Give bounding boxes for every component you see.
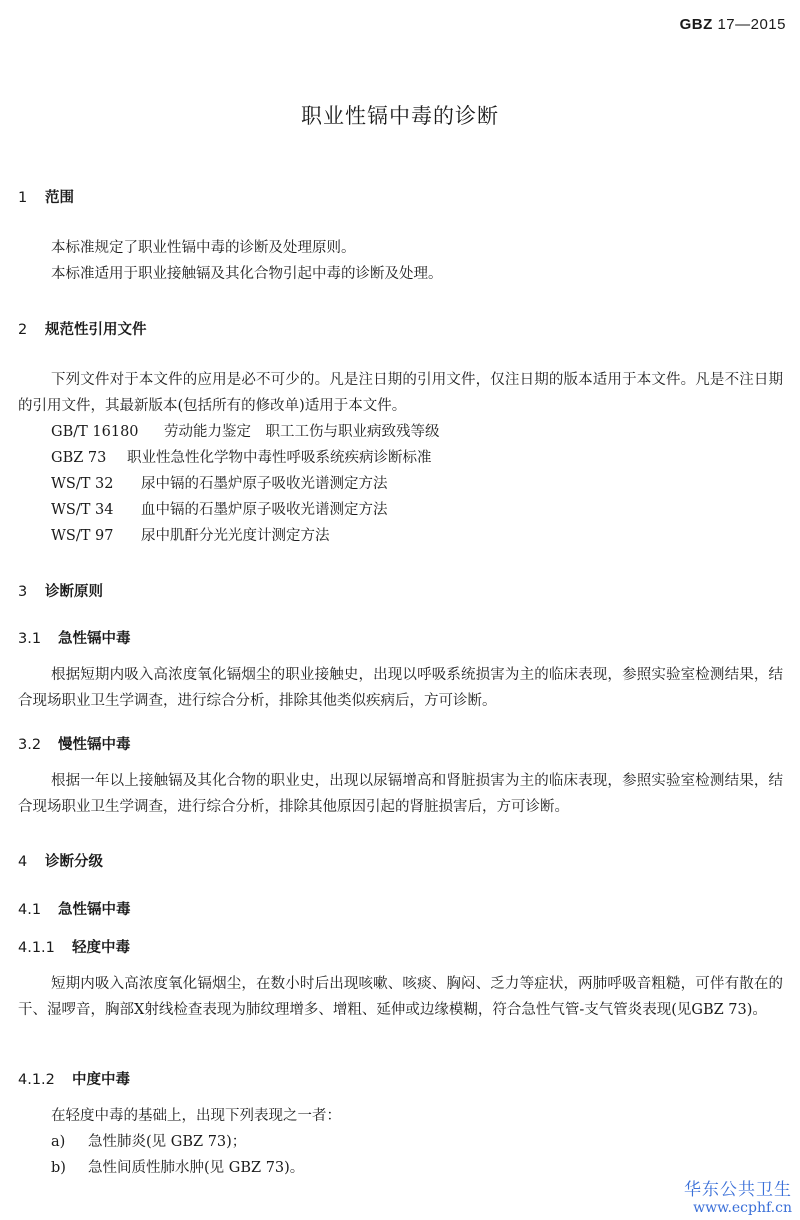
list-item-label: a) xyxy=(51,1134,66,1150)
watermark-url: www.ecphf.cn xyxy=(693,1200,792,1216)
heading-normative-references xyxy=(18,318,147,339)
reference-item xyxy=(51,419,440,445)
heading-title: 中度中毒 xyxy=(72,1072,130,1088)
heading-number: 4.1.1 xyxy=(18,940,55,956)
list-item-label: b) xyxy=(51,1160,66,1176)
scope-paragraph-1: 本标准规定了职业性镉中毒的诊断及处理原则。 xyxy=(51,240,356,256)
heading-number: 4 xyxy=(18,854,28,870)
heading-scope xyxy=(18,186,74,207)
heading-title: 急性镉中毒 xyxy=(58,902,131,918)
list-item-text: 急性肺炎(见 GBZ 73)； xyxy=(88,1134,247,1150)
heading-title: 急性镉中毒 xyxy=(58,631,131,647)
standard-code-prefix: GBZ xyxy=(679,16,713,33)
standard-code-number: 17—2015 xyxy=(717,16,786,33)
moderate-list-item xyxy=(51,1155,304,1181)
reference-item xyxy=(51,445,432,471)
heading-title: 诊断分级 xyxy=(45,854,103,870)
reference-item xyxy=(51,471,388,497)
chronic-principle-paragraph: 根据一年以上接触镉及其化合物的职业史，出现以尿镉增高和肾脏损害为主的临床表现，参照实验室检测结果，结合现场职业卫生学调查，进行综合分析，排除其他原因引起的肾脏损害后，方可诊断。 xyxy=(18,773,783,815)
heading-number: 3 xyxy=(18,584,28,600)
heading-number: 1 xyxy=(18,190,28,206)
heading-moderate-poisoning xyxy=(18,1068,130,1089)
reference-code: GB/T 16180 xyxy=(51,424,139,440)
heading-mild-poisoning xyxy=(18,936,130,957)
heading-title: 规范性引用文件 xyxy=(45,322,147,338)
heading-title: 诊断原则 xyxy=(45,584,103,600)
reference-name: 尿中肌酐分光光度计测定方法 xyxy=(141,528,330,544)
heading-number: 3.1 xyxy=(18,631,42,647)
heading-acute-poisoning xyxy=(18,898,131,919)
moderate-intro: 在轻度中毒的基础上，出现下列表现之一者： xyxy=(51,1108,341,1124)
heading-title: 范围 xyxy=(45,190,74,206)
document-title: 职业性镉中毒的诊断 xyxy=(301,104,499,128)
heading-number: 4.1 xyxy=(18,902,42,918)
heading-number: 4.1.2 xyxy=(18,1072,55,1088)
watermark xyxy=(684,1175,792,1216)
reference-name: 尿中镉的石墨炉原子吸收光谱测定方法 xyxy=(141,476,388,492)
reference-item xyxy=(51,523,330,549)
mild-poisoning-paragraph: 短期内吸入高浓度氧化镉烟尘，在数小时后出现咳嗽、咳痰、胸闷、乏力等症状，两肺呼吸音粗糙，可伴有散在的干、湿啰音，胸部X射线检查表现为肺纹理增多、增粗、延伸或边缘模糊，符合急性气管-支气管炎表现(见GBZ 73)。 xyxy=(18,976,783,1018)
reference-name: 血中镉的石墨炉原子吸收光谱测定方法 xyxy=(141,502,388,518)
heading-acute-principle xyxy=(18,627,131,648)
heading-diagnostic-principles xyxy=(18,580,103,601)
reference-code: WS/T 34 xyxy=(51,502,114,518)
moderate-list-item xyxy=(51,1129,246,1155)
acute-principle-paragraph: 根据短期内吸入高浓度氧化镉烟尘的职业接触史，出现以呼吸系统损害为主的临床表现，参照实验室检测结果，结合现场职业卫生学调查，进行综合分析，排除其他类似疾病后，方可诊断。 xyxy=(18,667,783,709)
heading-number: 2 xyxy=(18,322,28,338)
watermark-name: 华东公共卫生 xyxy=(684,1180,792,1200)
list-item-text: 急性间质性肺水肿(见 GBZ 73)。 xyxy=(88,1160,305,1176)
reference-item xyxy=(51,497,388,523)
heading-title: 慢性镉中毒 xyxy=(58,737,131,753)
heading-title: 轻度中毒 xyxy=(72,940,130,956)
heading-chronic-principle xyxy=(18,733,131,754)
reference-name: 职业性急性化学物中毒性呼吸系统疾病诊断标准 xyxy=(127,450,432,466)
reference-name: 劳动能力鉴定 职工工伤与职业病致残等级 xyxy=(164,424,440,440)
heading-number: 3.2 xyxy=(18,737,42,753)
references-intro: 下列文件对于本文件的应用是必不可少的。凡是注日期的引用文件，仅注日期的版本适用于本文件。凡是不注日期的引用文件，其最新版本(包括所有的修改单)适用于本文件。 xyxy=(18,372,783,414)
reference-code: WS/T 97 xyxy=(51,528,114,544)
standard-code xyxy=(680,16,786,33)
heading-diagnostic-classification xyxy=(18,850,103,871)
reference-code: WS/T 32 xyxy=(51,476,114,492)
reference-code: GBZ 73 xyxy=(51,450,107,466)
scope-paragraph-2: 本标准适用于职业接触镉及其化合物引起中毒的诊断及处理。 xyxy=(51,266,443,282)
